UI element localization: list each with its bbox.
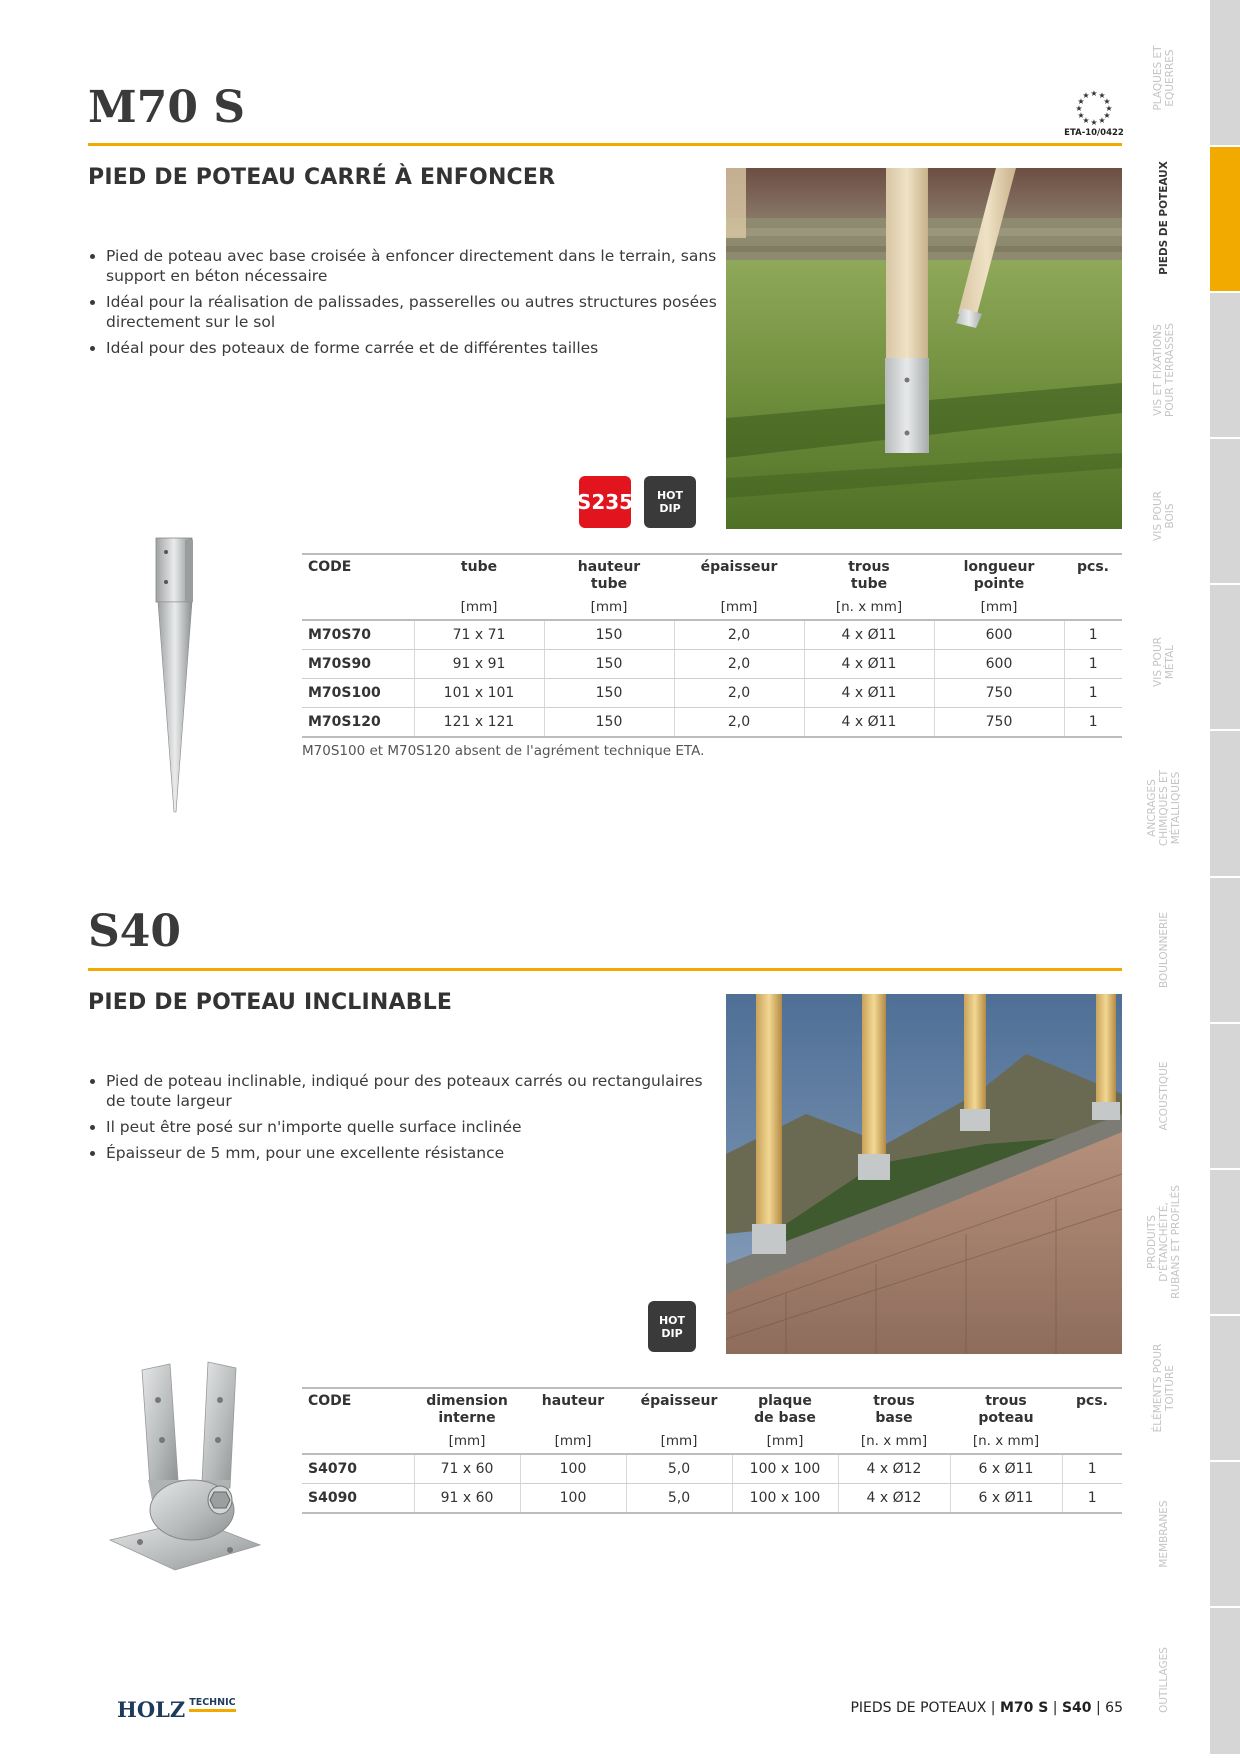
nav-label[interactable]: MEMBRANES (1158, 1500, 1170, 1568)
nav-label[interactable]: ACOUSTIQUE (1158, 1061, 1170, 1131)
table-cell: 2,0 (674, 708, 804, 738)
spec-table-s40 (302, 1387, 1122, 1514)
table-cell: 4 x Ø12 (838, 1454, 950, 1484)
table-row (302, 620, 1122, 650)
table-cell: S4090 (302, 1484, 414, 1514)
unit-cell: [mm] (674, 593, 804, 620)
table-cell: 2,0 (674, 620, 804, 650)
table-cell: 6 x Ø11 (950, 1484, 1062, 1514)
nav-tab-outillages[interactable] (1210, 1608, 1240, 1756)
nav-label[interactable]: OUTILLAGES (1158, 1647, 1170, 1713)
nav-label[interactable]: ÉLÉMENTS POUR TOITURE (1152, 1343, 1176, 1433)
svg-text:★: ★ (1098, 91, 1106, 100)
table-cell: M70S100 (302, 679, 414, 708)
unit-cell: [n. x mm] (950, 1427, 1062, 1454)
table-cell: 4 x Ø11 (804, 650, 934, 679)
table-row (302, 679, 1122, 708)
table-cell: 4 x Ø11 (804, 620, 934, 650)
table-cell: 2,0 (674, 650, 804, 679)
nav-tab-etancheite[interactable] (1210, 1170, 1240, 1316)
table-cell: 5,0 (626, 1454, 732, 1484)
spec-table-m70s (302, 553, 1122, 738)
table-cell: 1 (1062, 1454, 1122, 1484)
nav-tab-toiture[interactable] (1210, 1316, 1240, 1462)
product-subtitle-s40: PIED DE POTEAU INCLINABLE (88, 990, 453, 1015)
footer-product-1: M70 S (999, 1700, 1049, 1716)
unit-cell (302, 593, 414, 620)
table-cell: 4 x Ø11 (804, 679, 934, 708)
footer-product-2: S40 (1061, 1700, 1092, 1716)
table-cell: 101 x 101 (414, 679, 544, 708)
column-header: plaque de base (732, 1388, 838, 1427)
nav-label[interactable]: PRODUITS D'ÉTANCHÉITÉ, RUBANS ET PROFILÉS (1146, 1185, 1182, 1299)
table-cell: 121 x 121 (414, 708, 544, 738)
table-header-row (302, 1388, 1122, 1427)
feature-item: • Idéal pour des poteaux de forme carrée et de différentes tailles (106, 338, 726, 358)
nav-tab-vis-terrasses[interactable] (1210, 293, 1240, 439)
feature-list-s40 (88, 1071, 726, 1169)
table-cell: 100 x 100 (732, 1484, 838, 1514)
hot-dip-badge (644, 476, 696, 528)
hot-dip-line2: DIP (659, 502, 681, 515)
feature-item: • Pied de poteau inclinable, indiqué pour des poteaux carrés ou rectangulaires de toute largeur (106, 1071, 726, 1111)
table-cell: 91 x 60 (414, 1484, 520, 1514)
column-header: hauteur tube (544, 554, 674, 593)
product-image-s40-base (100, 1360, 265, 1582)
nav-label[interactable]: VIS POUR MÉTAL (1152, 637, 1176, 687)
nav-label[interactable]: BOULONNERIE (1158, 911, 1170, 989)
table-row (302, 650, 1122, 679)
nav-label[interactable]: VIS POUR BOIS (1152, 491, 1176, 541)
feature-list-m70s (88, 246, 726, 364)
unit-cell: [mm] (544, 593, 674, 620)
svg-text:★: ★ (1103, 111, 1111, 120)
nav-label[interactable]: ANCRAGES CHIMIQUES ET MÉTALLIQUES (1146, 769, 1182, 847)
unit-cell: [mm] (732, 1427, 838, 1454)
svg-text:★: ★ (1090, 118, 1098, 126)
table-row (302, 1484, 1122, 1514)
feature-item: • Pied de poteau avec base croisée à enfoncer directement dans le terrain, sans support en béton nécessaire (106, 246, 726, 286)
table-cell: 1 (1064, 708, 1122, 738)
nav-tab-vis-bois[interactable] (1210, 439, 1240, 585)
unit-cell: [mm] (414, 593, 544, 620)
svg-text:★: ★ (1082, 91, 1090, 100)
column-header: dimension interne (414, 1388, 520, 1427)
nav-label[interactable]: VIS ET FIXATIONS POUR TERRASSES (1152, 323, 1176, 417)
column-header: hauteur (520, 1388, 626, 1427)
feature-item: • Il peut être posé sur n'importe quelle surface inclinée (106, 1117, 726, 1137)
table-cell: 100 x 100 (732, 1454, 838, 1484)
table-row (302, 708, 1122, 738)
column-header: trous tube (804, 554, 934, 593)
table-units-row (302, 593, 1122, 620)
svg-text:★: ★ (1077, 111, 1085, 120)
nav-tab-membranes[interactable] (1210, 1462, 1240, 1608)
column-header: longueur pointe (934, 554, 1064, 593)
table-cell: 71 x 60 (414, 1454, 520, 1484)
nav-label[interactable]: PLAQUES ET EQUERRES (1152, 45, 1176, 111)
brand-logo (117, 1694, 236, 1720)
svg-text:★: ★ (1090, 89, 1098, 98)
unit-cell (1064, 593, 1122, 620)
unit-cell: [mm] (414, 1427, 520, 1454)
unit-cell: [mm] (520, 1427, 626, 1454)
unit-cell: [mm] (626, 1427, 732, 1454)
table-cell: 150 (544, 620, 674, 650)
hot-dip-badge (648, 1301, 696, 1352)
product-image-m70s-spike (150, 536, 200, 816)
table-cell: 600 (934, 620, 1064, 650)
table-cell: 100 (520, 1454, 626, 1484)
table-header-row (302, 554, 1122, 593)
nav-tab-pieds-de-poteaux[interactable] (1210, 147, 1240, 293)
nav-tab-vis-metal[interactable] (1210, 585, 1240, 731)
chapter-side-nav (1210, 0, 1240, 1754)
unit-cell: [n. x mm] (804, 593, 934, 620)
table-cell: 1 (1064, 679, 1122, 708)
column-header: CODE (302, 554, 414, 593)
page-number: 65 (1105, 1700, 1123, 1716)
table-cell: 150 (544, 708, 674, 738)
hot-dip-line1: HOT (658, 1313, 686, 1327)
product-title-m70s: M70 S (88, 82, 246, 133)
table-footnote: M70S100 et M70S120 absent de l'agrément technique ETA. (302, 743, 705, 759)
table-cell: M70S70 (302, 620, 414, 650)
unit-cell (1062, 1427, 1122, 1454)
table-cell: 5,0 (626, 1484, 732, 1514)
nav-tab-boulonnerie[interactable] (1210, 878, 1240, 1024)
title-underline (88, 143, 1122, 146)
svg-text:★: ★ (1075, 104, 1083, 113)
table-row (302, 1454, 1122, 1484)
table-cell: 750 (934, 679, 1064, 708)
logo-sub (189, 1698, 235, 1712)
table-cell: 150 (544, 679, 674, 708)
product-title-s40: S40 (88, 906, 182, 957)
table-cell: 1 (1064, 650, 1122, 679)
hot-dip-line1: HOT (656, 489, 684, 502)
column-header: pcs. (1064, 554, 1122, 593)
svg-text:★: ★ (1077, 97, 1085, 106)
table-cell: 600 (934, 650, 1064, 679)
table-cell: 1 (1064, 620, 1122, 650)
table-cell: 4 x Ø12 (838, 1484, 950, 1514)
eu-certification-mark (1064, 86, 1124, 136)
eu-stars-icon (1064, 86, 1124, 126)
title-underline (88, 968, 1122, 971)
column-header: pcs. (1062, 1388, 1122, 1427)
table-cell: 6 x Ø11 (950, 1454, 1062, 1484)
product-subtitle-m70s: PIED DE POTEAU CARRÉ À ENFONCER (88, 165, 556, 190)
footer-separator: | (990, 1700, 1000, 1716)
table-cell: 750 (934, 708, 1064, 738)
nav-tab-ancrages[interactable] (1210, 731, 1240, 878)
unit-cell: [n. x mm] (838, 1427, 950, 1454)
feature-item: • Épaisseur de 5 mm, pour une excellente résistance (106, 1143, 726, 1163)
logo-accent-bar (189, 1709, 235, 1712)
column-header: épaisseur (674, 554, 804, 593)
column-header: épaisseur (626, 1388, 732, 1427)
table-cell: 100 (520, 1484, 626, 1514)
logo-sub-text: TECHNIC (189, 1697, 236, 1708)
column-header: trous base (838, 1388, 950, 1427)
footer-separator: | (1052, 1700, 1062, 1716)
table-cell: 2,0 (674, 679, 804, 708)
table-cell: M70S90 (302, 650, 414, 679)
application-photo-m70s (726, 168, 1122, 529)
column-header: trous poteau (950, 1388, 1062, 1427)
table-units-row (302, 1427, 1122, 1454)
table-cell: 91 x 91 (414, 650, 544, 679)
table-cell: M70S120 (302, 708, 414, 738)
nav-tab-acoustique[interactable] (1210, 1024, 1240, 1170)
unit-cell: [mm] (934, 593, 1064, 620)
logo-main-text: HOLZ (117, 1697, 186, 1722)
svg-text:★: ★ (1103, 97, 1111, 106)
hot-dip-line2: DIP (661, 1326, 683, 1340)
svg-text:★: ★ (1098, 116, 1106, 125)
table-cell: 150 (544, 650, 674, 679)
footer-section: PIEDS DE POTEAUX (850, 1700, 987, 1716)
footer-separator: | (1096, 1700, 1106, 1716)
column-header: tube (414, 554, 544, 593)
table-cell: 4 x Ø11 (804, 708, 934, 738)
nav-tab-plaques-equerres[interactable] (1210, 0, 1240, 147)
nav-label-active[interactable]: PIEDS DE POTEAUX (1158, 161, 1170, 275)
table-cell: 71 x 71 (414, 620, 544, 650)
svg-text:★: ★ (1105, 104, 1113, 113)
column-header: CODE (302, 1388, 414, 1427)
table-cell: S4070 (302, 1454, 414, 1484)
unit-cell (302, 1427, 414, 1454)
table-cell: 1 (1062, 1484, 1122, 1514)
page-footer (850, 1700, 1123, 1716)
steel-grade-badge: S235 (579, 476, 631, 528)
feature-item: • Idéal pour la réalisation de palissades, passerelles ou autres structures posées directement sur le sol (106, 292, 726, 332)
eta-label: ETA-10/0422 (1064, 128, 1124, 138)
svg-text:★: ★ (1082, 116, 1090, 125)
application-photo-s40 (726, 994, 1122, 1354)
